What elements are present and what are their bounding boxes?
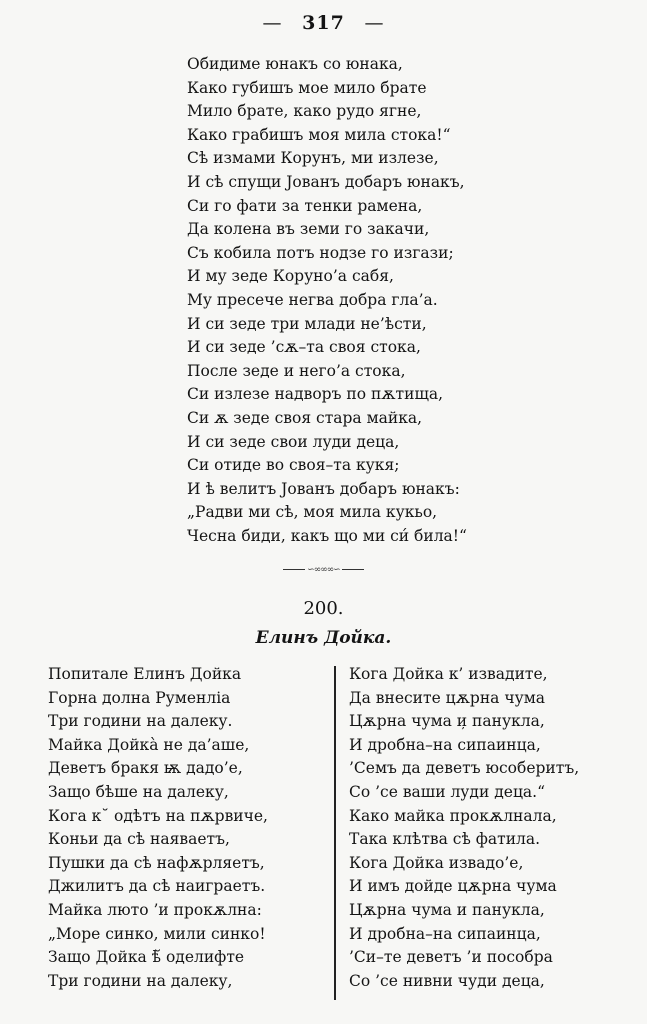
verse-line: Како грабишъ моя мила стока!“ bbox=[187, 125, 451, 144]
verse-line: Цѫрна чума и̦ панукла, bbox=[349, 712, 545, 731]
verse-line: И дробна–на сипаинца, bbox=[349, 924, 541, 943]
verse-line: Кога к˘ одѣтъ на пѫрвиче, bbox=[48, 806, 268, 825]
verse-line: Коньи да сѣ наяваетъ, bbox=[48, 830, 230, 849]
verse-line: Кога Дойка к’ извадите, bbox=[349, 665, 548, 683]
verse-line: Три години на далеку, bbox=[48, 971, 233, 990]
verse-line: Защо Дойка ѣ̆ оделифте bbox=[48, 948, 245, 967]
verse-line: Мило брате, како рудо ягне, bbox=[187, 102, 422, 121]
verse-line: Горна долна Руменліа bbox=[48, 688, 231, 707]
verse-line: И ѣ велитъ Јованъ добаръ юнакъ: bbox=[187, 479, 460, 498]
verse-line: Си отиде во своя–та кукя; bbox=[187, 456, 400, 475]
verse-line: „Радви ми сѣ, моя мила кукьо, bbox=[187, 503, 438, 522]
verse-line: Деветъ бракя ѭ дадо’е, bbox=[48, 759, 243, 778]
verse-line: И сѣ спущи Јованъ добаръ юнакъ, bbox=[187, 172, 465, 191]
verse-line: Чесна биди, какъ що ми си́ била!“ bbox=[187, 526, 467, 545]
column-divider bbox=[334, 666, 336, 1000]
verse-line: Джилитъ да сѣ наиграетъ. bbox=[48, 877, 266, 896]
verse-line: После зеде и него’а стока, bbox=[187, 361, 406, 380]
song-number: 200. bbox=[303, 598, 344, 619]
verse-line: И имъ дойде цѫрна чума bbox=[349, 877, 557, 896]
verse-line: Обидиме юнакъ со юнака, bbox=[187, 55, 403, 73]
verse-line: Со ’се нивни чуди деца, bbox=[349, 971, 545, 990]
divider-ornament-icon: ∽∞∞∞∽ bbox=[307, 565, 340, 575]
verse-line: И дробна–на сипаинца, bbox=[349, 735, 541, 754]
verse-line: Така клѣтва сѣ фатила. bbox=[349, 830, 541, 849]
verse-line: И си зеде три млади не’ѣсти, bbox=[187, 314, 427, 333]
verse-line: Со ’се ваши луди деца.“ bbox=[349, 782, 546, 801]
verse-line: Како майка прокѫлнала, bbox=[349, 806, 557, 825]
verse-line: Му пресече негва добра гла’а. bbox=[187, 290, 438, 309]
page-number-dash-right: — bbox=[364, 12, 385, 34]
poem-continuation bbox=[187, 53, 467, 548]
verse-line: Три години на далеку. bbox=[48, 712, 233, 731]
verse-line: ’Си–те деветъ ’и пособра bbox=[349, 948, 553, 967]
verse-line: Си го фати за тенки рамена, bbox=[187, 196, 423, 215]
verse-line: Майка люто ’и прокѫлна: bbox=[48, 900, 262, 919]
ornamental-divider bbox=[0, 565, 647, 575]
verse-line: Съ кобила потъ нодзе го изгази; bbox=[187, 243, 454, 262]
verse-line: И му зеде Коруно’а сабя, bbox=[187, 267, 394, 286]
verse-line: „Море синко, мили синко! bbox=[48, 924, 266, 943]
page-number-dash-left: — bbox=[262, 12, 283, 34]
verse-line: Да колена въ земи го закачи, bbox=[187, 220, 430, 239]
verse-line: Како губишъ мое мило брате bbox=[187, 78, 427, 97]
verse-line: Си ѫ зеде своя стара майка, bbox=[187, 408, 423, 427]
verse-line: Защо бѣше на далеку, bbox=[48, 782, 229, 801]
verse-line: Попитале Елинъ Дойка bbox=[48, 665, 242, 683]
verse-line: Кога Дойка извадо’е, bbox=[349, 853, 524, 872]
verse-line: И си зеде ’сѫ–та своя стока, bbox=[187, 338, 421, 357]
verse-line: Цѫрна чума и панукла, bbox=[349, 900, 545, 919]
verse-line: Пушки да сѣ нафѫрляетъ, bbox=[48, 853, 265, 872]
verse-line: ’Семъ да деветъ юсоберитъ, bbox=[349, 759, 580, 778]
divider-rule-right bbox=[342, 569, 364, 570]
page-number-value: 317 bbox=[302, 12, 345, 34]
page-number bbox=[0, 12, 647, 34]
verse-line: Да внесите цѫрна чума bbox=[349, 688, 545, 707]
verse-line: Сѣ измами Корунъ, ми излезе, bbox=[187, 149, 439, 168]
verse-line: Майка Дойкà не да’аше, bbox=[48, 735, 250, 754]
divider-rule-left bbox=[283, 569, 305, 570]
verse-line: И си зеде свои луди деца, bbox=[187, 432, 400, 451]
verse-line: Си излезе надворъ по пѫтища, bbox=[187, 385, 444, 404]
song-right-column bbox=[349, 663, 579, 993]
song-title: Елинъ Дойка. bbox=[255, 628, 392, 648]
song-left-column bbox=[48, 663, 268, 993]
